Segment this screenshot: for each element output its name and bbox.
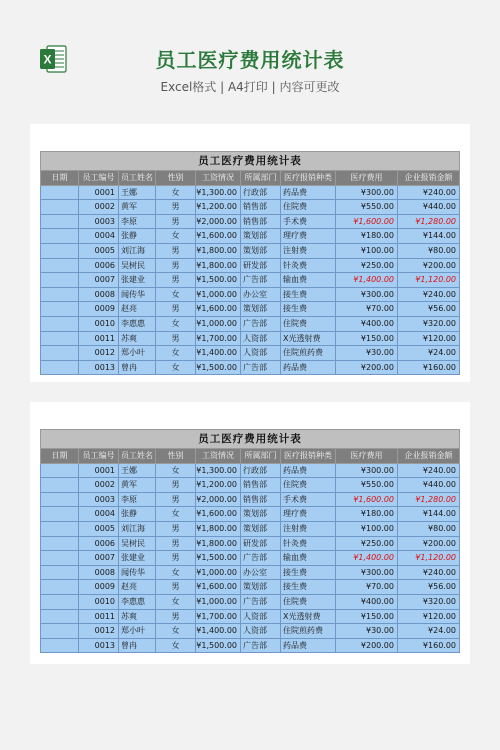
cell-date — [41, 492, 79, 507]
page-title: 员工医疗费用统计表 — [155, 48, 345, 72]
cell-date — [41, 551, 79, 566]
table-row — [41, 580, 460, 595]
cell-medical-cost: ¥300.00 — [336, 287, 398, 302]
cell-gender: 女 — [156, 507, 196, 522]
cell-employee-name: 闻传华 — [119, 287, 156, 302]
cell-department: 策划部 — [241, 243, 281, 258]
column-header: 工资情况 — [196, 449, 241, 464]
cell-reimbursed-amount: ¥160.00 — [398, 360, 460, 375]
table-row — [41, 243, 460, 258]
cell-reimbursement-type: 接生费 — [281, 302, 336, 317]
cell-date — [41, 214, 79, 229]
cell-salary: ¥1,600.00 — [196, 229, 241, 244]
cell-employee-name: 李惠惠 — [119, 316, 156, 331]
cell-reimbursed-amount: ¥144.00 — [398, 507, 460, 522]
cell-salary: ¥1,800.00 — [196, 536, 241, 551]
cell-reimbursed-amount: ¥56.00 — [398, 302, 460, 317]
cell-salary: ¥1,600.00 — [196, 302, 241, 317]
cell-employee-name: 闻传华 — [119, 565, 156, 580]
cell-reimbursement-type: 注射费 — [281, 243, 336, 258]
cell-employee-id: 0013 — [79, 360, 119, 375]
cell-reimbursed-amount: ¥160.00 — [398, 638, 460, 653]
column-header: 性别 — [156, 449, 196, 464]
cell-department: 办公室 — [241, 565, 281, 580]
cell-salary: ¥1,400.00 — [196, 346, 241, 361]
cell-medical-cost: ¥1,400.00 — [336, 551, 398, 566]
cell-employee-id: 0012 — [79, 624, 119, 639]
cell-employee-id: 0002 — [79, 200, 119, 215]
cell-medical-cost: ¥70.00 — [336, 302, 398, 317]
cell-reimbursed-amount: ¥56.00 — [398, 580, 460, 595]
cell-date — [41, 229, 79, 244]
page-subtitle: Excel格式 | A4打印 | 内容可更改 — [160, 80, 340, 94]
cell-reimbursement-type: X光透射费 — [281, 609, 336, 624]
cell-date — [41, 536, 79, 551]
cell-reimbursed-amount: ¥1,120.00 — [398, 551, 460, 566]
cell-date — [41, 565, 79, 580]
cell-employee-name: 苏爽 — [119, 609, 156, 624]
table-row — [41, 346, 460, 361]
cell-salary: ¥1,300.00 — [196, 463, 241, 478]
cell-employee-name: 李原 — [119, 214, 156, 229]
cell-employee-name: 赵亮 — [119, 302, 156, 317]
cell-reimbursement-type: 注射费 — [281, 521, 336, 536]
cell-department: 人资部 — [241, 346, 281, 361]
cell-salary: ¥1,800.00 — [196, 258, 241, 273]
cell-employee-id: 0011 — [79, 609, 119, 624]
cell-employee-name: 刘江海 — [119, 243, 156, 258]
cell-department: 销售部 — [241, 478, 281, 493]
cell-employee-id: 0006 — [79, 258, 119, 273]
cell-employee-id: 0007 — [79, 551, 119, 566]
cell-reimbursed-amount: ¥240.00 — [398, 185, 460, 200]
cell-medical-cost: ¥1,600.00 — [336, 214, 398, 229]
cell-employee-name: 李惠惠 — [119, 594, 156, 609]
cell-medical-cost: ¥550.00 — [336, 200, 398, 215]
cell-gender: 女 — [156, 594, 196, 609]
cell-salary: ¥1,700.00 — [196, 609, 241, 624]
cell-reimbursed-amount: ¥200.00 — [398, 536, 460, 551]
cell-employee-id: 0013 — [79, 638, 119, 653]
cell-gender: 男 — [156, 551, 196, 566]
cell-gender: 男 — [156, 214, 196, 229]
cell-employee-name: 曾冉 — [119, 360, 156, 375]
cell-medical-cost: ¥550.00 — [336, 478, 398, 493]
cell-date — [41, 185, 79, 200]
cell-medical-cost: ¥200.00 — [336, 638, 398, 653]
expense-table — [40, 429, 460, 653]
cell-employee-name: 赵亮 — [119, 580, 156, 595]
table-row — [41, 492, 460, 507]
cell-salary: ¥1,000.00 — [196, 594, 241, 609]
table-row — [41, 536, 460, 551]
cell-salary: ¥1,200.00 — [196, 200, 241, 215]
cell-salary: ¥2,000.00 — [196, 214, 241, 229]
cell-reimbursement-type: 住院费 — [281, 594, 336, 609]
cell-date — [41, 287, 79, 302]
cell-department: 销售部 — [241, 200, 281, 215]
cell-medical-cost: ¥200.00 — [336, 360, 398, 375]
cell-medical-cost: ¥400.00 — [336, 594, 398, 609]
cell-reimbursed-amount: ¥120.00 — [398, 609, 460, 624]
cell-gender: 男 — [156, 609, 196, 624]
cell-employee-id: 0009 — [79, 580, 119, 595]
spreadsheet-preview-1 — [30, 124, 470, 382]
cell-employee-name: 张建业 — [119, 273, 156, 288]
cell-date — [41, 624, 79, 639]
cell-employee-name: 王娜 — [119, 185, 156, 200]
column-header: 性别 — [156, 171, 196, 186]
cell-reimbursement-type: 理疗费 — [281, 507, 336, 522]
cell-medical-cost: ¥30.00 — [336, 346, 398, 361]
cell-employee-id: 0001 — [79, 185, 119, 200]
cell-date — [41, 478, 79, 493]
table-row — [41, 200, 460, 215]
cell-salary: ¥1,800.00 — [196, 243, 241, 258]
cell-employee-id: 0003 — [79, 492, 119, 507]
cell-employee-name: 黄军 — [119, 478, 156, 493]
cell-employee-id: 0012 — [79, 346, 119, 361]
cell-reimbursed-amount: ¥24.00 — [398, 624, 460, 639]
cell-date — [41, 331, 79, 346]
cell-department: 人资部 — [241, 609, 281, 624]
cell-reimbursement-type: 手术费 — [281, 492, 336, 507]
cell-medical-cost: ¥300.00 — [336, 565, 398, 580]
cell-reimbursed-amount: ¥320.00 — [398, 594, 460, 609]
cell-employee-id: 0005 — [79, 243, 119, 258]
cell-reimbursement-type: 药品费 — [281, 638, 336, 653]
cell-medical-cost: ¥180.00 — [336, 507, 398, 522]
cell-medical-cost: ¥250.00 — [336, 258, 398, 273]
cell-gender: 男 — [156, 580, 196, 595]
cell-medical-cost: ¥300.00 — [336, 463, 398, 478]
cell-department: 研发部 — [241, 536, 281, 551]
cell-department: 办公室 — [241, 287, 281, 302]
column-header: 企业报销金额 — [398, 449, 460, 464]
cell-reimbursement-type: 输血费 — [281, 273, 336, 288]
cell-employee-id: 0011 — [79, 331, 119, 346]
cell-employee-id: 0008 — [79, 287, 119, 302]
cell-reimbursement-type: 接生费 — [281, 565, 336, 580]
cell-medical-cost: ¥300.00 — [336, 185, 398, 200]
cell-gender: 男 — [156, 258, 196, 273]
cell-reimbursement-type: 住院煎药费 — [281, 346, 336, 361]
cell-salary: ¥1,400.00 — [196, 624, 241, 639]
cell-gender: 女 — [156, 638, 196, 653]
cell-employee-name: 黄军 — [119, 200, 156, 215]
table-row — [41, 214, 460, 229]
cell-employee-name: 吴树民 — [119, 536, 156, 551]
table-row — [41, 229, 460, 244]
cell-employee-id: 0003 — [79, 214, 119, 229]
cell-department: 广告部 — [241, 551, 281, 566]
cell-salary: ¥2,000.00 — [196, 492, 241, 507]
cell-department: 广告部 — [241, 360, 281, 375]
column-header: 所属部门 — [241, 449, 281, 464]
cell-reimbursement-type: 手术费 — [281, 214, 336, 229]
cell-gender: 女 — [156, 316, 196, 331]
cell-reimbursement-type: 输血费 — [281, 551, 336, 566]
cell-department: 销售部 — [241, 492, 281, 507]
column-header: 员工编号 — [79, 171, 119, 186]
cell-date — [41, 580, 79, 595]
cell-department: 广告部 — [241, 273, 281, 288]
table-row — [41, 316, 460, 331]
cell-reimbursement-type: 理疗费 — [281, 229, 336, 244]
table-header-row — [41, 171, 460, 186]
cell-salary: ¥1,500.00 — [196, 551, 241, 566]
cell-salary: ¥1,600.00 — [196, 507, 241, 522]
cell-gender: 男 — [156, 521, 196, 536]
cell-salary: ¥1,500.00 — [196, 360, 241, 375]
table-row — [41, 478, 460, 493]
column-header: 员工姓名 — [119, 171, 156, 186]
cell-reimbursed-amount: ¥24.00 — [398, 346, 460, 361]
cell-medical-cost: ¥100.00 — [336, 521, 398, 536]
cell-medical-cost: ¥150.00 — [336, 609, 398, 624]
cell-department: 人资部 — [241, 624, 281, 639]
cell-reimbursement-type: 住院煎药费 — [281, 624, 336, 639]
cell-date — [41, 507, 79, 522]
cell-date — [41, 360, 79, 375]
cell-gender: 女 — [156, 360, 196, 375]
cell-employee-id: 0004 — [79, 229, 119, 244]
cell-reimbursed-amount: ¥1,280.00 — [398, 214, 460, 229]
column-header: 员工编号 — [79, 449, 119, 464]
table-row — [41, 551, 460, 566]
cell-reimbursed-amount: ¥120.00 — [398, 331, 460, 346]
cell-department: 策划部 — [241, 302, 281, 317]
cell-salary: ¥1,500.00 — [196, 273, 241, 288]
cell-date — [41, 243, 79, 258]
cell-reimbursement-type: 接生费 — [281, 580, 336, 595]
cell-employee-id: 0008 — [79, 565, 119, 580]
table-row — [41, 331, 460, 346]
cell-gender: 男 — [156, 273, 196, 288]
cell-reimbursed-amount: ¥320.00 — [398, 316, 460, 331]
cell-gender: 女 — [156, 229, 196, 244]
cell-gender: 女 — [156, 185, 196, 200]
svg-text:X: X — [43, 52, 52, 67]
column-header: 所属部门 — [241, 171, 281, 186]
cell-reimbursement-type: 药品费 — [281, 463, 336, 478]
cell-employee-name: 曾冉 — [119, 638, 156, 653]
table-row — [41, 185, 460, 200]
cell-employee-id: 0010 — [79, 594, 119, 609]
cell-medical-cost: ¥1,400.00 — [336, 273, 398, 288]
spreadsheet-preview-2 — [30, 402, 470, 664]
cell-reimbursement-type: 药品费 — [281, 185, 336, 200]
cell-department: 人资部 — [241, 331, 281, 346]
cell-date — [41, 609, 79, 624]
table-row — [41, 302, 460, 317]
cell-reimbursement-type: 针灸费 — [281, 536, 336, 551]
cell-date — [41, 638, 79, 653]
table-row — [41, 638, 460, 653]
cell-employee-name: 苏爽 — [119, 331, 156, 346]
cell-reimbursed-amount: ¥440.00 — [398, 200, 460, 215]
cell-reimbursement-type: 住院费 — [281, 478, 336, 493]
column-header: 医疗报销种类 — [281, 449, 336, 464]
cell-employee-name: 吴树民 — [119, 258, 156, 273]
cell-salary: ¥1,800.00 — [196, 521, 241, 536]
cell-gender: 男 — [156, 302, 196, 317]
cell-date — [41, 200, 79, 215]
column-header: 医疗费用 — [336, 449, 398, 464]
cell-reimbursement-type: X光透射费 — [281, 331, 336, 346]
cell-department: 广告部 — [241, 316, 281, 331]
table-header-row — [41, 449, 460, 464]
cell-gender: 女 — [156, 287, 196, 302]
cell-gender: 女 — [156, 565, 196, 580]
cell-employee-name: 郑小叶 — [119, 624, 156, 639]
table-row — [41, 624, 460, 639]
cell-gender: 女 — [156, 463, 196, 478]
cell-employee-id: 0007 — [79, 273, 119, 288]
cell-reimbursed-amount: ¥1,120.00 — [398, 273, 460, 288]
cell-employee-id: 0006 — [79, 536, 119, 551]
cell-reimbursed-amount: ¥240.00 — [398, 463, 460, 478]
cell-department: 策划部 — [241, 521, 281, 536]
cell-salary: ¥1,300.00 — [196, 185, 241, 200]
cell-employee-name: 李原 — [119, 492, 156, 507]
cell-reimbursement-type: 住院费 — [281, 200, 336, 215]
cell-employee-id: 0005 — [79, 521, 119, 536]
cell-gender: 男 — [156, 478, 196, 493]
cell-date — [41, 316, 79, 331]
cell-employee-id: 0002 — [79, 478, 119, 493]
cell-salary: ¥1,500.00 — [196, 638, 241, 653]
cell-employee-name: 张静 — [119, 229, 156, 244]
cell-employee-name: 张建业 — [119, 551, 156, 566]
cell-salary: ¥1,700.00 — [196, 331, 241, 346]
cell-salary: ¥1,000.00 — [196, 565, 241, 580]
cell-medical-cost: ¥70.00 — [336, 580, 398, 595]
cell-medical-cost: ¥250.00 — [336, 536, 398, 551]
cell-date — [41, 594, 79, 609]
cell-salary: ¥1,000.00 — [196, 287, 241, 302]
cell-gender: 女 — [156, 346, 196, 361]
cell-department: 广告部 — [241, 594, 281, 609]
cell-employee-name: 刘江海 — [119, 521, 156, 536]
table-row — [41, 258, 460, 273]
cell-department: 销售部 — [241, 214, 281, 229]
cell-medical-cost: ¥1,600.00 — [336, 492, 398, 507]
column-header: 工资情况 — [196, 171, 241, 186]
column-header: 企业报销金额 — [398, 171, 460, 186]
cell-reimbursed-amount: ¥80.00 — [398, 243, 460, 258]
cell-medical-cost: ¥100.00 — [336, 243, 398, 258]
cell-medical-cost: ¥180.00 — [336, 229, 398, 244]
cell-medical-cost: ¥400.00 — [336, 316, 398, 331]
cell-reimbursement-type: 药品费 — [281, 360, 336, 375]
cell-reimbursement-type: 针灸费 — [281, 258, 336, 273]
cell-medical-cost: ¥30.00 — [336, 624, 398, 639]
cell-reimbursement-type: 接生费 — [281, 287, 336, 302]
cell-employee-id: 0004 — [79, 507, 119, 522]
table-title: 员工医疗费用统计表 — [41, 152, 460, 171]
page-header — [0, 0, 500, 110]
cell-reimbursement-type: 住院费 — [281, 316, 336, 331]
cell-gender: 男 — [156, 243, 196, 258]
cell-employee-id: 0009 — [79, 302, 119, 317]
cell-date — [41, 463, 79, 478]
cell-gender: 男 — [156, 200, 196, 215]
cell-department: 策划部 — [241, 507, 281, 522]
cell-reimbursed-amount: ¥240.00 — [398, 565, 460, 580]
cell-employee-name: 王娜 — [119, 463, 156, 478]
table-row — [41, 463, 460, 478]
cell-gender: 男 — [156, 492, 196, 507]
table-row — [41, 287, 460, 302]
column-header: 日期 — [41, 171, 79, 186]
cell-reimbursed-amount: ¥1,280.00 — [398, 492, 460, 507]
cell-date — [41, 302, 79, 317]
cell-salary: ¥1,000.00 — [196, 316, 241, 331]
cell-department: 广告部 — [241, 638, 281, 653]
table-row — [41, 565, 460, 580]
column-header: 员工姓名 — [119, 449, 156, 464]
cell-medical-cost: ¥150.00 — [336, 331, 398, 346]
table-row — [41, 594, 460, 609]
cell-employee-id: 0001 — [79, 463, 119, 478]
cell-reimbursed-amount: ¥440.00 — [398, 478, 460, 493]
column-header: 医疗费用 — [336, 171, 398, 186]
cell-employee-id: 0010 — [79, 316, 119, 331]
table-row — [41, 360, 460, 375]
cell-department: 行政部 — [241, 185, 281, 200]
cell-reimbursed-amount: ¥240.00 — [398, 287, 460, 302]
cell-reimbursed-amount: ¥200.00 — [398, 258, 460, 273]
cell-gender: 女 — [156, 624, 196, 639]
cell-employee-name: 郑小叶 — [119, 346, 156, 361]
cell-department: 策划部 — [241, 580, 281, 595]
cell-department: 研发部 — [241, 258, 281, 273]
cell-reimbursed-amount: ¥144.00 — [398, 229, 460, 244]
table-row — [41, 521, 460, 536]
cell-date — [41, 258, 79, 273]
table-title: 员工医疗费用统计表 — [41, 430, 460, 449]
cell-department: 策划部 — [241, 229, 281, 244]
cell-gender: 男 — [156, 331, 196, 346]
table-row — [41, 609, 460, 624]
column-header: 医疗报销种类 — [281, 171, 336, 186]
table-row — [41, 507, 460, 522]
cell-department: 行政部 — [241, 463, 281, 478]
expense-table — [40, 151, 460, 375]
cell-reimbursed-amount: ¥80.00 — [398, 521, 460, 536]
cell-date — [41, 521, 79, 536]
cell-salary: ¥1,600.00 — [196, 580, 241, 595]
cell-salary: ¥1,200.00 — [196, 478, 241, 493]
cell-date — [41, 346, 79, 361]
cell-date — [41, 273, 79, 288]
cell-employee-name: 张静 — [119, 507, 156, 522]
column-header: 日期 — [41, 449, 79, 464]
table-row — [41, 273, 460, 288]
cell-gender: 男 — [156, 536, 196, 551]
